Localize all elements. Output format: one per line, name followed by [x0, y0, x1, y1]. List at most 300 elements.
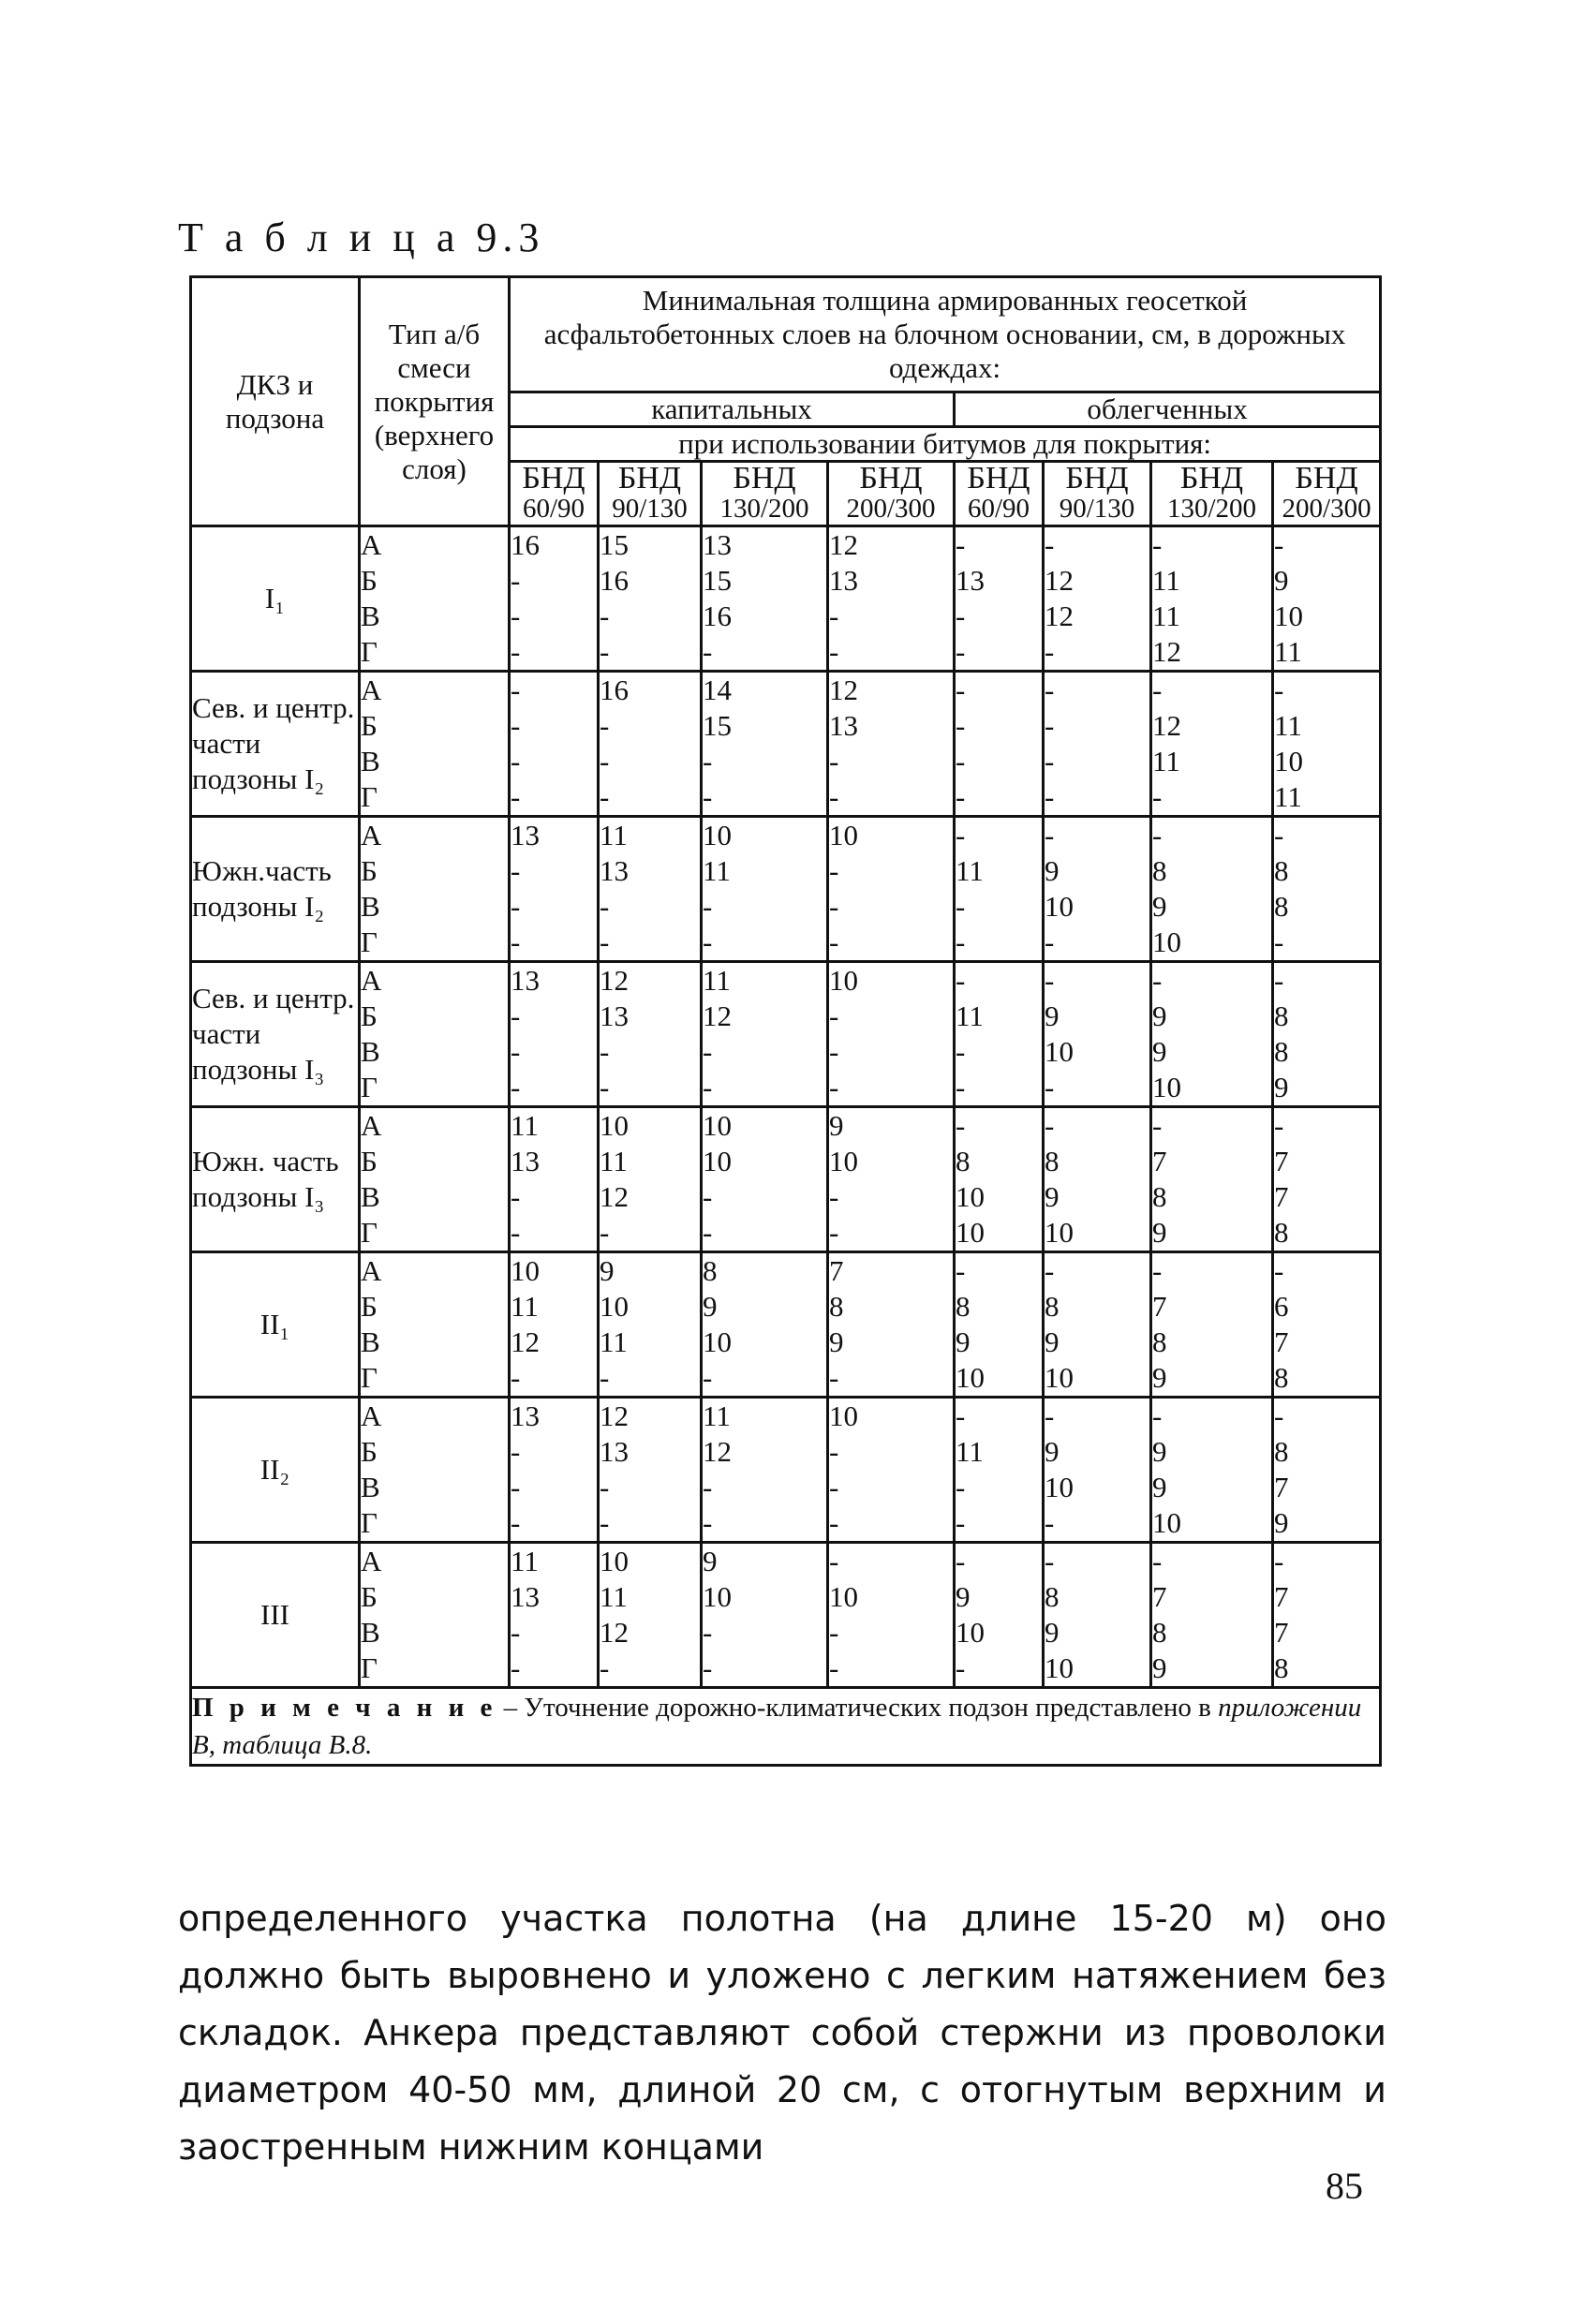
thickness-value: 12: [1045, 600, 1074, 632]
mix-type-label: Г: [361, 1361, 378, 1394]
mix-type-label: В: [361, 1035, 380, 1068]
thickness-value: -: [600, 890, 610, 923]
note-dash: –: [496, 1693, 525, 1723]
thickness-value: -: [511, 745, 521, 777]
thickness-value: -: [600, 1071, 610, 1103]
mix-type-label: А: [361, 1254, 382, 1287]
thickness-value: 9: [1152, 1035, 1167, 1068]
value-cell: [702, 817, 828, 962]
thickness-value: 7: [1274, 1471, 1289, 1503]
bitumen-grade: 90/130: [612, 494, 688, 524]
thickness-value: -: [1152, 1109, 1163, 1142]
header-bitumen-col: [828, 462, 955, 526]
thickness-value: -: [511, 780, 521, 813]
bitumen-grade: 60/90: [522, 494, 585, 524]
value-cell: [702, 1398, 828, 1543]
thickness-value: -: [511, 1035, 521, 1068]
thickness-value: 10: [703, 1109, 732, 1142]
thickness-value: 13: [829, 564, 858, 597]
thickness-value: 10: [829, 819, 858, 851]
thickness-value: 12: [1152, 709, 1181, 742]
mix-type-label: Б: [361, 1290, 378, 1323]
page-number: 85: [1326, 2165, 1363, 2207]
value-cell: [1044, 1107, 1151, 1252]
thickness-value: -: [1152, 964, 1163, 997]
thickness-value: -: [1045, 674, 1055, 706]
thickness-value: 13: [829, 709, 858, 742]
thickness-value: -: [829, 1651, 839, 1684]
table-row: [191, 1398, 1381, 1543]
mix-type-cell: [360, 817, 510, 962]
mix-type-label: Г: [361, 1071, 378, 1103]
mix-type-label: В: [361, 1325, 380, 1358]
value-cell: [1151, 1398, 1273, 1543]
value-cell: [599, 526, 702, 672]
bitumen-name: БНД: [859, 461, 923, 496]
thickness-value: 11: [1274, 780, 1302, 813]
thickness-value: 13: [511, 1399, 540, 1432]
thickness-value: 12: [829, 674, 858, 706]
thickness-value: 11: [703, 964, 731, 997]
value-cell: [1044, 1398, 1151, 1543]
value-cell: [599, 817, 702, 962]
value-cell: [955, 526, 1044, 672]
thickness-value: 9: [1152, 890, 1167, 923]
thickness-value: 7: [829, 1254, 844, 1287]
value-cell: [1151, 672, 1273, 817]
thickness-value: -: [703, 780, 713, 813]
thickness-value: -: [1274, 528, 1284, 561]
thickness-value: -: [511, 1435, 521, 1468]
value-cell: [599, 1398, 702, 1543]
thickness-value: -: [1274, 964, 1284, 997]
value-cell: [1273, 1252, 1381, 1398]
thickness-value: 9: [1045, 854, 1060, 887]
thickness-value: 8: [1152, 854, 1167, 887]
thickness-value: -: [1274, 1545, 1284, 1577]
value-cell: [955, 1252, 1044, 1398]
thickness-value: -: [1045, 528, 1055, 561]
table-row: [191, 1107, 1381, 1252]
value-cell: [702, 1107, 828, 1252]
thickness-value: 8: [1274, 1035, 1289, 1068]
thickness-value: 7: [1274, 1145, 1289, 1177]
thickness-value: 10: [956, 1361, 985, 1394]
thickness-value: -: [956, 1254, 966, 1287]
value-cell: [702, 526, 828, 672]
thickness-value: -: [956, 890, 966, 923]
thickness-value: 8: [1274, 1651, 1289, 1684]
value-cell: [510, 1398, 599, 1543]
thickness-value: -: [1152, 780, 1163, 813]
value-cell: [955, 817, 1044, 962]
thickness-value: 15: [703, 709, 732, 742]
thickness-value: 8: [956, 1145, 971, 1177]
value-cell: [828, 1398, 955, 1543]
thickness-value: -: [511, 1071, 521, 1103]
thickness-value: -: [956, 925, 966, 958]
thickness-value: 10: [600, 1109, 629, 1142]
thickness-value: -: [703, 1616, 713, 1649]
table-body: [191, 526, 1381, 1688]
thickness-value: -: [956, 1651, 966, 1684]
value-cell: [510, 962, 599, 1107]
bitumen-name: БНД: [522, 461, 585, 496]
thickness-value: 10: [829, 964, 858, 997]
value-cell: [1044, 817, 1151, 962]
value-cell: [1151, 1107, 1273, 1252]
thickness-value: -: [829, 854, 839, 887]
thickness-value: -: [600, 600, 610, 632]
thickness-value: 11: [1152, 745, 1180, 777]
thickness-value: -: [600, 1361, 610, 1394]
thickness-value: -: [1152, 819, 1163, 851]
thickness-value: 7: [1274, 1325, 1289, 1358]
value-cell: [510, 1252, 599, 1398]
thickness-value: -: [511, 600, 521, 632]
thickness-value: -: [956, 1035, 966, 1068]
thickness-value: -: [511, 1180, 521, 1213]
thickness-value: 8: [1274, 999, 1289, 1032]
thickness-value: 11: [1152, 564, 1180, 597]
thickness-value: -: [829, 1180, 839, 1213]
mix-type-label: Г: [361, 1216, 378, 1249]
thickness-value: -: [511, 1616, 521, 1649]
thickness-value: -: [1274, 1109, 1284, 1142]
thickness-value: 7: [1274, 1180, 1289, 1213]
thickness-value: 11: [511, 1290, 539, 1323]
thickness-value: 8: [956, 1290, 971, 1323]
mix-type-label: А: [361, 819, 382, 851]
thickness-value: 8: [1045, 1580, 1060, 1613]
header-bitumen-col: [1273, 462, 1381, 526]
mix-type-label: А: [361, 528, 382, 561]
mix-type-label: Б: [361, 709, 378, 742]
value-cell: [599, 672, 702, 817]
mix-type-label: А: [361, 964, 382, 997]
mix-type-label: А: [361, 1109, 382, 1142]
thickness-value: 11: [600, 1325, 628, 1358]
thickness-value: -: [829, 1435, 839, 1468]
mix-type-label: Б: [361, 854, 378, 887]
value-cell: [599, 1543, 702, 1688]
mix-type-label: В: [361, 1471, 380, 1503]
thickness-value: 11: [1274, 635, 1302, 668]
thickness-value: -: [829, 1035, 839, 1068]
mix-type-label: Б: [361, 1435, 378, 1468]
thickness-value: -: [956, 528, 966, 561]
value-cell: [828, 672, 955, 817]
bitumen-name: БНД: [1065, 461, 1129, 496]
body-paragraph: определенного участка полотна (на длине 15-20 м) оно должно быть выровнено и уложено с легким натяжением без складок. Анкера представляют собой стержни из проволоки диаметром 40-50 мм, длиной 20 см, с отогнутым верхним и заостренным нижним концами: [178, 1898, 1386, 2168]
bitumen-grade: 200/300: [1282, 494, 1371, 524]
value-cell: [955, 1398, 1044, 1543]
thickness-value: -: [1045, 1109, 1055, 1142]
thickness-value: 9: [1045, 1325, 1060, 1358]
thickness-value: 9: [703, 1290, 718, 1323]
thickness-value: -: [829, 635, 839, 668]
thickness-value: 8: [703, 1254, 718, 1287]
header-bitumen-col: [599, 462, 702, 526]
thickness-value: -: [829, 1545, 839, 1577]
mix-type-label: Б: [361, 1580, 378, 1613]
thickness-value: -: [829, 1216, 839, 1249]
bitumen-name: БНД: [967, 461, 1030, 496]
value-cell: [1151, 817, 1273, 962]
thickness-value: -: [829, 600, 839, 632]
thickness-value: 10: [1152, 1506, 1181, 1539]
thickness-value: -: [956, 1071, 966, 1103]
thickness-value: 11: [956, 854, 984, 887]
value-cell: [1044, 962, 1151, 1107]
zone-cell: Южн.часть подзоны I₂: [191, 817, 360, 962]
thickness-value: 7: [1152, 1290, 1167, 1323]
thickness-value: 9: [956, 1580, 971, 1613]
thickness-value: 11: [703, 854, 731, 887]
thickness-value: 7: [1152, 1145, 1167, 1177]
thickness-value: 13: [511, 964, 540, 997]
thickness-value: 11: [956, 1435, 984, 1468]
thickness-value: 10: [1045, 1651, 1074, 1684]
mix-type-cell: [360, 962, 510, 1107]
thickness-value: -: [600, 745, 610, 777]
mix-type-cell: [360, 1543, 510, 1688]
value-cell: [828, 817, 955, 962]
thickness-value: 11: [600, 1580, 628, 1613]
table-row: [191, 1252, 1381, 1398]
thickness-value: -: [956, 745, 966, 777]
thickness-value: 9: [1045, 1180, 1060, 1213]
mix-type-label: В: [361, 890, 380, 923]
thickness-value: 11: [511, 1109, 539, 1142]
thickness-value: -: [511, 890, 521, 923]
thickness-value: 10: [829, 1580, 858, 1613]
value-cell: [828, 962, 955, 1107]
thickness-value: 12: [600, 1180, 629, 1213]
thickness-value: -: [1045, 925, 1055, 958]
table-row: [191, 1543, 1381, 1688]
value-cell: [1044, 1543, 1151, 1688]
value-cell: [599, 1252, 702, 1398]
thickness-value: 8: [1274, 854, 1289, 887]
thickness-value: 9: [1152, 999, 1167, 1032]
thickness-value: 8: [1152, 1325, 1167, 1358]
thickness-value: 16: [511, 528, 540, 561]
thickness-value: -: [600, 1471, 610, 1503]
value-cell: [1044, 526, 1151, 672]
thickness-value: 9: [1274, 1071, 1289, 1103]
thickness-value: -: [511, 1651, 521, 1684]
thickness-value: -: [511, 854, 521, 887]
header-zone: ДКЗ и подзона: [191, 277, 360, 526]
value-cell: [1273, 526, 1381, 672]
thickness-value: 12: [600, 1616, 629, 1649]
mix-type-label: Г: [361, 925, 378, 958]
thickness-value: 10: [703, 1145, 732, 1177]
thickness-value: -: [956, 674, 966, 706]
mix-type-cell: [360, 526, 510, 672]
thickness-value: 8: [1045, 1145, 1060, 1177]
thickness-value: 8: [1274, 1361, 1289, 1394]
zone-cell: Сев. и центр. части подзоны I₂: [191, 672, 360, 817]
bitumen-name: БНД: [617, 461, 682, 496]
thickness-value: 15: [703, 564, 732, 597]
thickness-value: -: [703, 635, 713, 668]
mix-type-label: А: [361, 1545, 382, 1577]
thickness-value: 11: [600, 1145, 628, 1177]
mix-type-label: Б: [361, 564, 378, 597]
value-cell: [955, 1107, 1044, 1252]
thickness-value: -: [829, 925, 839, 958]
thickness-value: -: [703, 1180, 713, 1213]
thickness-value: 13: [703, 528, 732, 561]
mix-type-label: В: [361, 1616, 380, 1649]
thickness-value: -: [703, 1361, 713, 1394]
thickness-value: -: [703, 1071, 713, 1103]
thickness-value: -: [1045, 1071, 1055, 1103]
mix-type-label: Г: [361, 635, 378, 668]
thickness-value: 12: [511, 1325, 540, 1358]
value-cell: [599, 962, 702, 1107]
thickness-value: 10: [956, 1616, 985, 1649]
thickness-value: -: [1274, 1254, 1284, 1287]
value-cell: [702, 1252, 828, 1398]
thickness-value: 10: [1274, 745, 1303, 777]
thickness-value: 13: [511, 1580, 540, 1613]
thickness-value: -: [1045, 745, 1055, 777]
thickness-value: 12: [1152, 635, 1181, 668]
header-bitumen-col: [1044, 462, 1151, 526]
thickness-value: -: [1045, 819, 1055, 851]
thickness-value: 11: [703, 1399, 731, 1432]
thickness-value: -: [511, 1506, 521, 1539]
thickness-value: 7: [1274, 1616, 1289, 1649]
thickness-value: -: [1045, 1399, 1055, 1432]
value-cell: [1273, 817, 1381, 962]
value-cell: [1151, 1543, 1273, 1688]
thickness-value: 10: [600, 1290, 629, 1323]
thickness-value: -: [600, 925, 610, 958]
thickness-value: -: [1045, 1545, 1055, 1577]
header-main-title: Минимальная толщина армированных геосеткой асфальтобетонных слоев на блочном основании, см, в дорожных одеждах:: [510, 277, 1381, 392]
thickness-value: -: [829, 1616, 839, 1649]
thickness-value: 10: [703, 1325, 732, 1358]
thickness-value: 9: [1274, 1506, 1289, 1539]
thickness-value: -: [1152, 674, 1163, 706]
value-cell: [1044, 672, 1151, 817]
value-cell: [1273, 672, 1381, 817]
thickness-value: 9: [829, 1325, 844, 1358]
mix-type-cell: [360, 1398, 510, 1543]
table-caption: Т а б л и ц а 9.3: [178, 215, 545, 260]
zone-cell: Южн. часть подзоны I₃: [191, 1107, 360, 1252]
thickness-value: 9: [1045, 1435, 1060, 1468]
bitumen-grade: 60/90: [967, 494, 1030, 524]
thickness-value: -: [956, 709, 966, 742]
thickness-value: -: [1045, 709, 1055, 742]
value-cell: [955, 672, 1044, 817]
thickness-value: -: [511, 925, 521, 958]
thickness-value: -: [511, 1216, 521, 1249]
thickness-value: 12: [600, 964, 629, 997]
thickness-value: -: [1274, 1399, 1284, 1432]
thickness-value: 10: [956, 1180, 985, 1213]
value-cell: [1044, 1252, 1151, 1398]
thickness-value: -: [956, 1545, 966, 1577]
bitumen-name: БНД: [733, 461, 796, 496]
thickness-value: -: [1045, 780, 1055, 813]
value-cell: [599, 1107, 702, 1252]
value-cell: [702, 672, 828, 817]
thickness-value: 10: [829, 1399, 858, 1432]
table-row: [191, 962, 1381, 1107]
thickness-value: 8: [1274, 890, 1289, 923]
thickness-value: 13: [600, 854, 629, 887]
table-row: [191, 526, 1381, 672]
value-cell: [1151, 526, 1273, 672]
mix-type-label: Б: [361, 999, 378, 1032]
thickness-value: -: [703, 1035, 713, 1068]
thickness-value: 10: [1274, 600, 1303, 632]
value-cell: [828, 526, 955, 672]
thickness-value: 10: [1045, 1035, 1074, 1068]
thickness-value: -: [1152, 1254, 1163, 1287]
note-label: П р и м е ч а н и е: [192, 1693, 497, 1723]
table-row: [191, 672, 1381, 817]
thickness-value: -: [956, 780, 966, 813]
header-bitumen-col: [702, 462, 828, 526]
thickness-value: -: [1152, 1399, 1163, 1432]
thickness-value: -: [829, 1471, 839, 1503]
thickness-value: 10: [703, 819, 732, 851]
thickness-value: 9: [1045, 1616, 1060, 1649]
thickness-value: -: [956, 635, 966, 668]
thickness-value: 10: [511, 1254, 540, 1287]
thickness-value: 9: [1274, 564, 1289, 597]
thickness-value: -: [511, 999, 521, 1032]
mix-type-label: А: [361, 1399, 382, 1432]
thickness-value: 9: [1152, 1216, 1167, 1249]
thickness-value: -: [703, 890, 713, 923]
value-cell: [828, 1107, 955, 1252]
thickness-value: -: [829, 1506, 839, 1539]
thickness-value: -: [1045, 1254, 1055, 1287]
thickness-value: -: [511, 564, 521, 597]
thickness-value: 8: [1274, 1435, 1289, 1468]
value-cell: [828, 1252, 955, 1398]
bitumen-name: БНД: [1295, 461, 1358, 496]
thickness-value: -: [511, 674, 521, 706]
thickness-value: -: [600, 1651, 610, 1684]
thickness-value: -: [956, 964, 966, 997]
zone-cell: III: [191, 1543, 360, 1688]
thickness-value: 11: [956, 999, 984, 1032]
bitumen-grade: 90/130: [1059, 494, 1135, 524]
thickness-value: -: [511, 1471, 521, 1503]
mix-type-cell: [360, 672, 510, 817]
zone-cell: II₁: [191, 1252, 360, 1398]
thickness-value: -: [956, 1506, 966, 1539]
value-cell: [1273, 1107, 1381, 1252]
value-cell: [828, 1543, 955, 1688]
value-cell: [510, 672, 599, 817]
thickness-value: 10: [600, 1545, 629, 1577]
note-text: Уточнение дорожно-климатических подзон представлено в: [524, 1693, 1219, 1723]
thickness-value: 12: [703, 1435, 732, 1468]
thickness-value: -: [703, 1471, 713, 1503]
header-bitumen-col: [955, 462, 1044, 526]
thickness-value: 11: [1152, 600, 1180, 632]
